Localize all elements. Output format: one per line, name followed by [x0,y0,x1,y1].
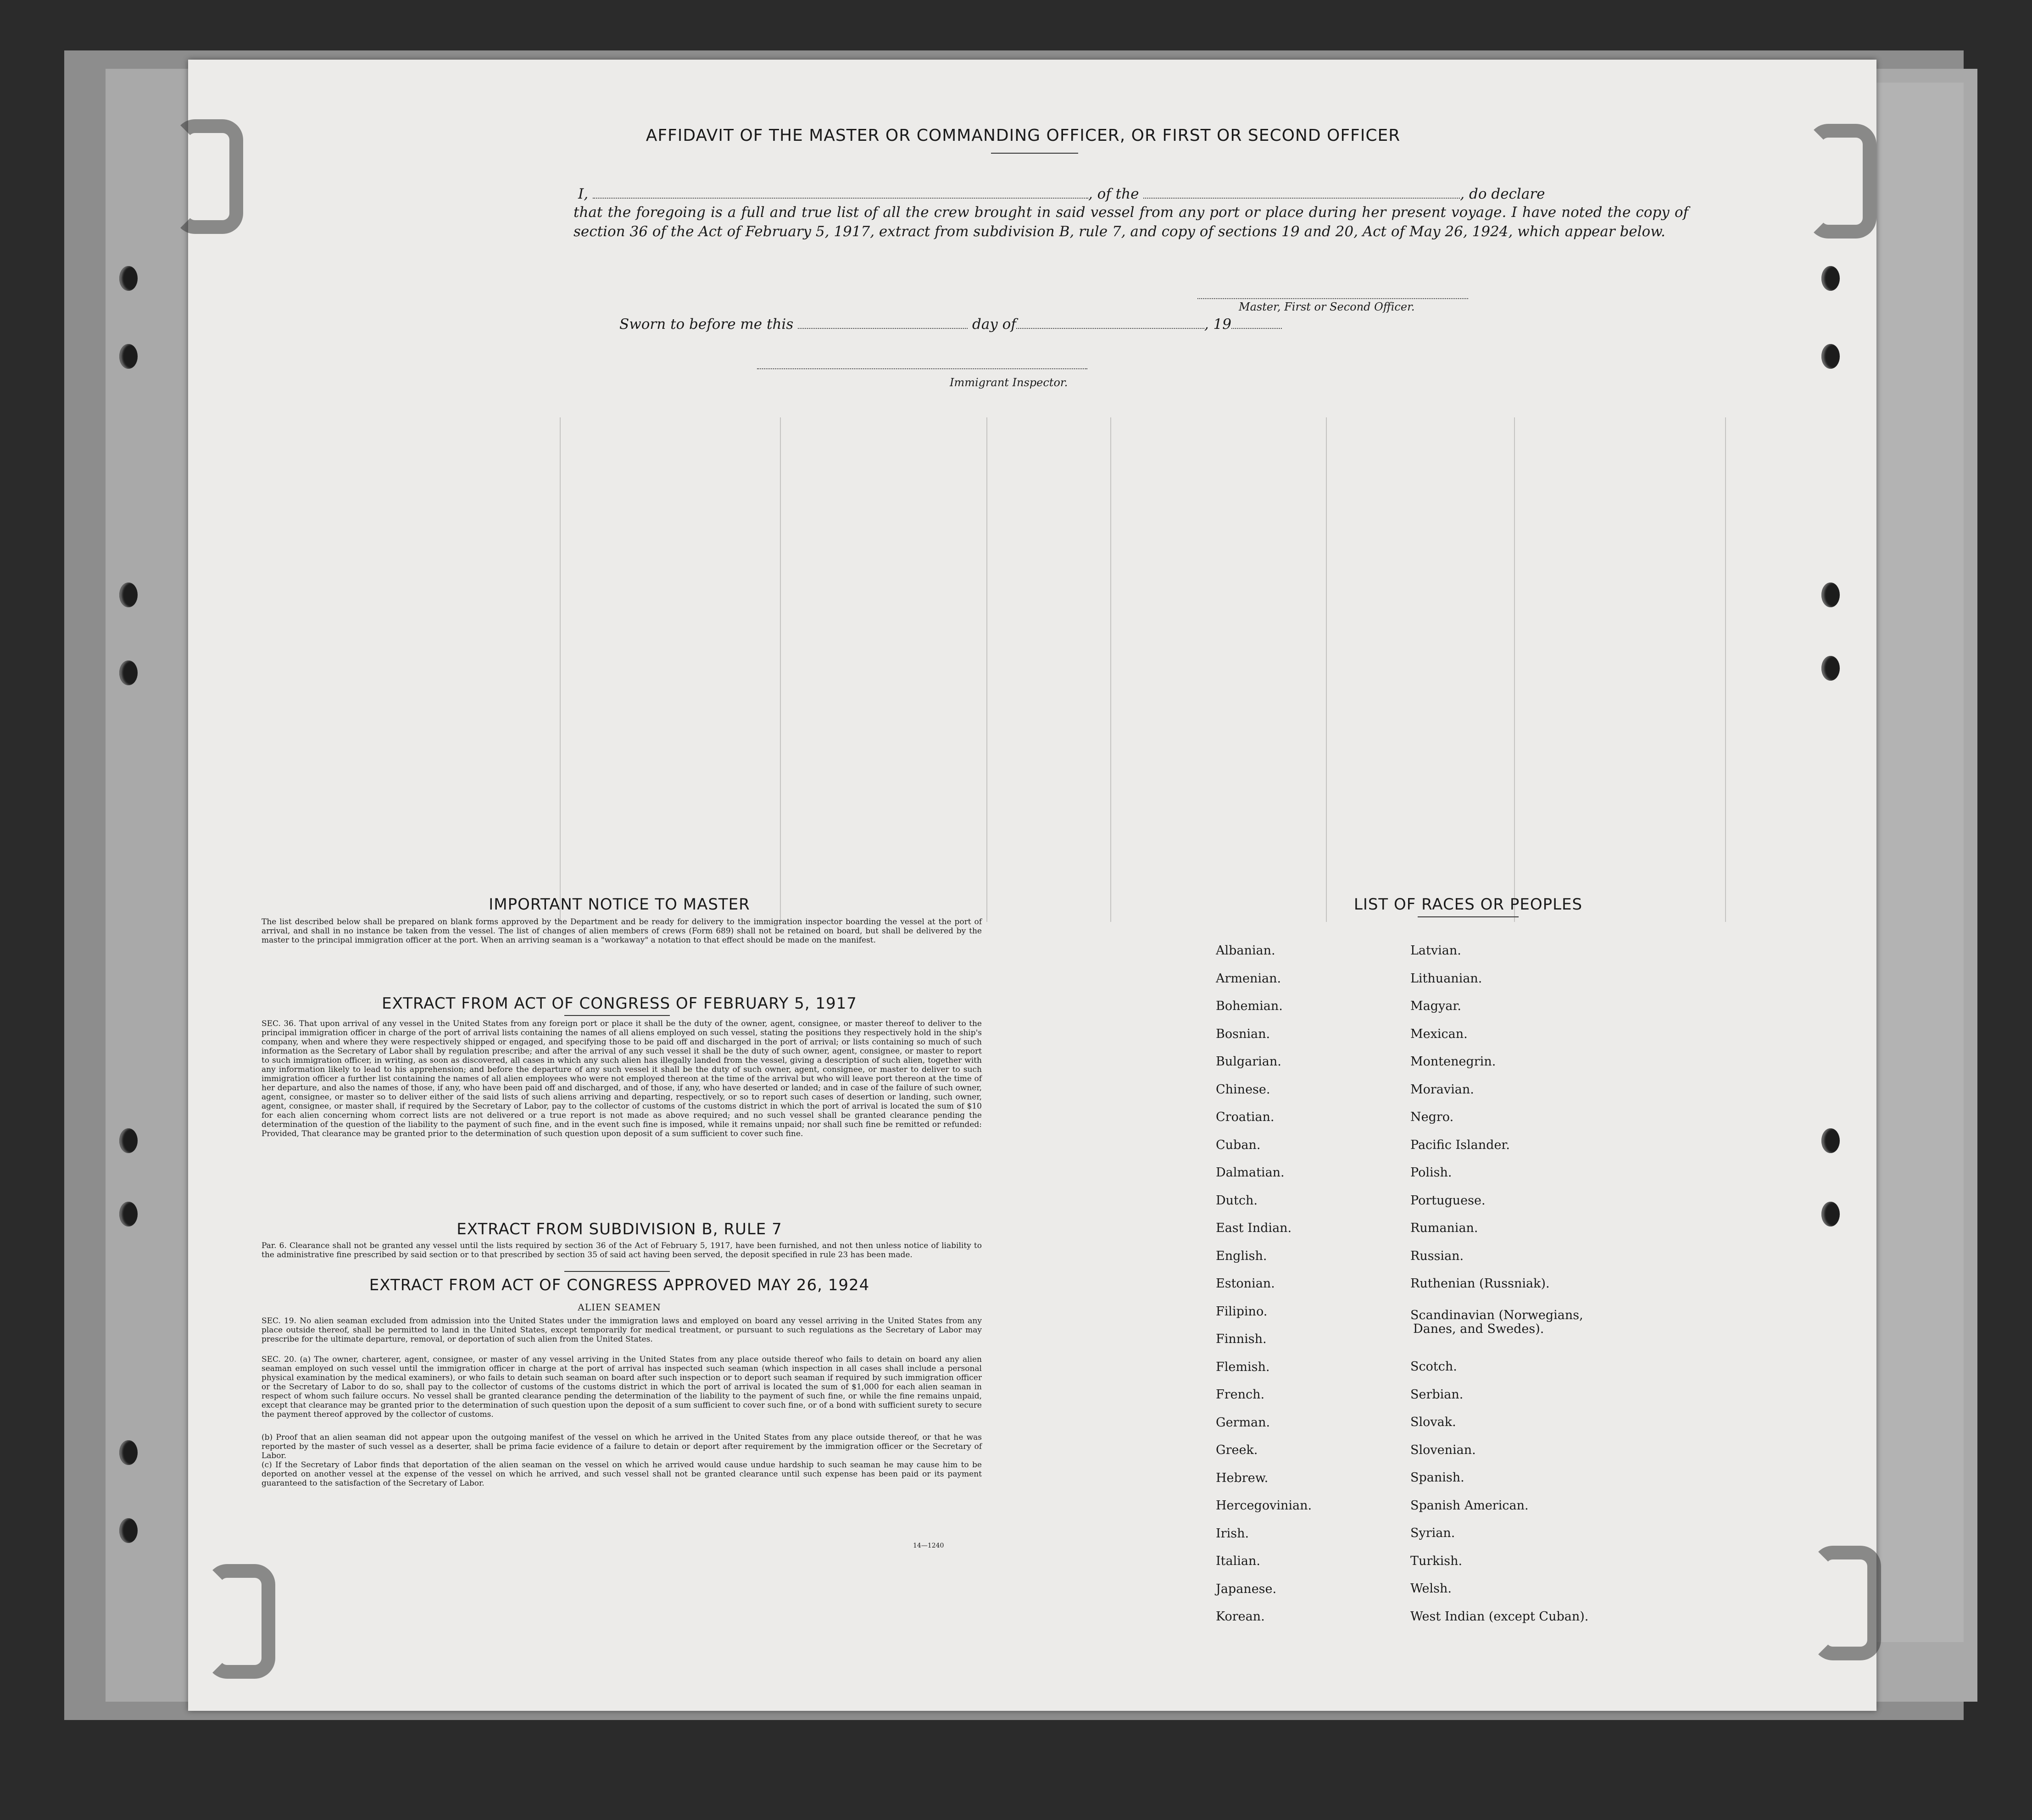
affidavit-title: AFFIDAVIT OF THE MASTER OR COMMANDING OFFICER, OR FIRST OR SECOND OFFICER [646,126,1401,145]
race-item: Korean. [1216,1609,1265,1624]
race-item: French. [1216,1387,1265,1402]
race-item: Russian. [1410,1248,1464,1263]
race-item: West Indian (except Cuban). [1410,1609,1589,1624]
extract-1924-title: EXTRACT FROM ACT OF CONGRESS APPROVED MAY 26, 1924 [369,1276,870,1294]
bleed-through-line [1110,417,1111,922]
race-item: Latvian. [1410,943,1461,958]
race-item: Spanish American. [1410,1498,1529,1513]
stamp-mark [174,119,243,234]
sworn-month-blank [1016,317,1204,329]
declaration-of-the: , of the [1088,186,1139,202]
sworn-year: , 19 [1204,316,1231,333]
sworn-day-blank [798,317,968,329]
race-item: Slovak. [1410,1415,1456,1429]
affidavit-declaration-line [578,184,1688,204]
extract-rule7-underline [564,1271,670,1272]
affidavit-body: that the foregoing is a full and true list of all the crew brought in said vessel from any port or place during her present voyage. I have noted the copy of section 36 of the Act of February 5, 1917, extract from subdivision B, rule 7, and copy of sections 19 and 20, Act of May 26, 1924, which appear below. [573,204,1688,240]
race-item: Bosnian. [1216,1027,1270,1041]
master-signature-line [1197,298,1468,299]
race-item: Mexican. [1410,1027,1468,1041]
race-item: Estonian. [1216,1276,1275,1291]
binder-hole [1821,1128,1840,1153]
extract-1924-sec20c: (c) If the Secretary of Labor finds that deportation of the alien seaman on the vessel on which he arrived would cause undue hardship to such seaman he may cause him to be deported on another vessel at the expense of the vessel on which he arrived, and such vessel shall not be granted clearance until such expense has been paid or its payment guaranteed to the satisfaction of the Secretary of Labor. [262,1460,982,1488]
bleed-through-line [560,417,561,922]
race-item: English. [1216,1248,1267,1263]
bleed-through-line [1725,417,1726,922]
race-item: Portuguese. [1410,1193,1486,1208]
stamp-mark [1808,124,1876,239]
binder-hole [119,660,138,685]
race-item: Syrian. [1410,1526,1455,1540]
extract-1924-sec20b: (b) Proof that an alien seaman did not appear upon the outgoing manifest of the vessel on which he arrived in the United States from any place outside thereof, or that he was reported by the master of such vessel as a deserter, shall be prima facie evidence of a failure to detain or deport after requirement by the immigration officer or the Secretary of Labor. [262,1433,982,1460]
race-item: Ruthenian (Russniak). [1410,1276,1550,1291]
binder-hole [119,1128,138,1153]
race-item: Spanish. [1410,1470,1464,1485]
binder-hole [1821,344,1840,369]
race-item: Magyar. [1410,999,1461,1013]
race-item: Greek. [1216,1443,1258,1457]
extract-1924-sec19: SEC. 19. No alien seaman excluded from admission into the United States under the immigration laws and employed on board any vessel arriving in the United States from any place outside thereof, shall be permitted to land in the United States, except temporarily for medical treatment, or pursuant to such regulations as the Secretary of Labor may prescribe for the ultimate departure, removal, or deportation of such alien from the United States. [262,1316,982,1344]
race-item: Danes, and Swedes). [1413,1321,1544,1336]
race-item: Flemish. [1216,1359,1270,1374]
race-item: Moravian. [1410,1082,1474,1097]
race-item: Rumanian. [1410,1221,1478,1235]
race-item: Italian. [1216,1554,1260,1568]
race-item: Bohemian. [1216,999,1283,1013]
binder-hole [119,266,138,291]
race-item: Finnish. [1216,1332,1267,1346]
vessel-blank [1143,187,1460,199]
binder-hole [1821,656,1840,681]
extract-1917-underline [564,1015,670,1016]
extract-1917-body: SEC. 36. That upon arrival of any vessel in the United States from any foreign port or place it shall be the duty of the owner, agent, consignee, or master thereof to deliver to the principal immigration officer in charge of the port of arrival lists containing the names of all aliens employed on such vessel, stating the positions they respectively hold in the ship's company, when and where they were respectively shipped or engaged, and specifying those to be paid off and discharged in the port of arrival; or lists containing so much of such information as the Secretary of Labor shall by regulation prescribe; and after the arrival of any such vessel it shall be the duty of such owner, agent, consignee, or master to report to such immigration officer, in writing, as soon as discovered, all cases in which any such alien has illegally landed from the vessel, giving a description of such alien, together with any information likely to lead to his apprehension; and before the departure of any such vessel it shall be the duty of such owner, agent, consignee, or master to deliver to such immigration officer a further list containing the names of all alien employees who were not employed thereon at the time of the arrival but who will leave port thereon at the time of her departure, and also the names of those, if any, who have been paid off and discharged, and of those, if any, who have deserted or landed; and in case of the failure of such owner, agent, consignee, or master so to deliver either of the said lists of such aliens arriving and departing, respectively, or so to report such cases of desertion or landing, such owner, agent, consignee, or master shall, if required by the Secretary of Labor, pay to the collector of customs of the customs district in which the port of arrival is located the sum of $10 for each alien concerning whom correct lists are not delivered or a true report is not made as above required; and no such vessel shall be granted clearance pending the determination of the question of the liability to the payment of such fine, and in the event such fine is imposed, while it remains unpaid; nor shall such fine be remitted or refunded: Provided, That clearance may be granted prior to the determination of such question upon deposit of a sum sufficient to cover such fine. [262,1019,982,1138]
race-item: Japanese. [1216,1581,1277,1596]
race-item: Hebrew. [1216,1470,1269,1485]
race-item: Dutch. [1216,1193,1258,1208]
extract-rule7-title: EXTRACT FROM SUBDIVISION B, RULE 7 [457,1220,782,1238]
binder-hole [119,344,138,369]
sworn-year-blank [1231,317,1282,329]
extract-1917-title: EXTRACT FROM ACT OF CONGRESS OF FEBRUARY 5, 1917 [382,994,857,1013]
race-item: Scandinavian (Norwegians, [1410,1308,1583,1322]
stamp-mark [1812,1546,1881,1660]
race-item: Scotch. [1410,1359,1457,1374]
race-item: Hercegovinian. [1216,1498,1312,1513]
race-item: Dalmatian. [1216,1165,1285,1180]
inspector-signature-label: Immigrant Inspector. [950,376,1068,389]
binder-hole [119,1518,138,1543]
declaration-do-declare: , do declare [1460,186,1545,202]
title-underline [991,153,1078,154]
extract-1924-subtitle: ALIEN SEAMEN [578,1302,661,1313]
master-signature-label: Master, First or Second Officer. [1239,300,1415,313]
sworn-day-of: day of [972,316,1016,333]
sworn-line [619,315,1282,334]
race-item: Pacific Islander. [1410,1138,1510,1152]
binder-hole [1821,1202,1840,1226]
notice-body: The list described below shall be prepared on blank forms approved by the Department and be ready for delivery to the immigration inspector boarding the vessel at the port of arrival, and shall in no instance be taken from the vessel. The list of changes of alien members of crews (Form 689) shall not be retained on board, but shall be delivered by the master to the principal immigration officer at the port. When an arriving seaman is a "workaway" a notation to that effect should be made on the manifest. [262,917,982,945]
notice-title: IMPORTANT NOTICE TO MASTER [489,895,750,914]
binder-hole [119,1202,138,1226]
bleed-through-line [986,417,987,922]
race-item: Filipino. [1216,1304,1268,1319]
race-item: Serbian. [1410,1387,1464,1402]
bleed-through-line [1326,417,1327,922]
bleed-through-line [780,417,781,922]
race-item: Albanian. [1216,943,1275,958]
race-item: German. [1216,1415,1270,1430]
form-number: 14—1240 [913,1542,944,1549]
race-item: Cuban. [1216,1138,1261,1152]
binder-hole [1821,266,1840,291]
binder-hole [119,583,138,607]
name-blank [593,187,1088,199]
race-item: Montenegrin. [1410,1054,1496,1069]
stamp-mark [206,1564,275,1679]
race-item: East Indian. [1216,1221,1292,1235]
race-item: Irish. [1216,1526,1249,1541]
bleed-through-line [1514,417,1515,922]
document-page [188,60,1876,1711]
inspector-signature-line [757,368,1087,369]
race-item: Armenian. [1216,971,1281,986]
binder-hole [1821,583,1840,607]
race-item: Negro. [1410,1110,1454,1124]
extract-rule7-body: Par. 6. Clearance shall not be granted any vessel until the lists required by section 36 of the Act of February 5, 1917, have been furnished, and not then unless notice of liability to the administrative fine prescribed by said section or to that prescribed by section 35 of said act having been served, the deposit specified in rule 23 has been made. [262,1241,982,1260]
declaration-i: I, [578,186,589,202]
race-item: Polish. [1410,1165,1452,1180]
races-title: LIST OF RACES OR PEOPLES [1353,895,1583,914]
extract-1924-sec20a: SEC. 20. (a) The owner, charterer, agent, consignee, or master of any vessel arriving in the United States from any place outside thereof who fails to detain on board any alien seaman employed on such vessel until the immigration officer in charge at the port of arrival has inspected such seaman (which inspection in all cases shall include a personal physical examination by the medical examiners), or who fails to detain such seaman on board after such inspection or to deport such seaman if required by such immigration officer or the Secretary of Labor to do so, shall pay to the collector of customs of the customs district in which the port of arrival is located the sum of $1,000 for each alien seaman in respect of whom such failure occurs. No vessel shall be granted clearance pending the determination of the liability to the payment of such fine, or while the fine remains unpaid, except that clearance may be granted prior to the determination of such question upon the deposit of a sum sufficient to cover such fine, or of a bond with sufficient surety to secure the payment thereof approved by the collector of customs. [262,1355,982,1419]
race-item: Welsh. [1410,1581,1452,1596]
race-item: Croatian. [1216,1110,1275,1124]
binder-hole [119,1440,138,1465]
race-item: Bulgarian. [1216,1054,1281,1069]
race-item: Slovenian. [1410,1443,1476,1457]
sworn-text: Sworn to before me this [619,316,794,333]
race-item: Turkish. [1410,1554,1463,1568]
race-item: Lithuanian. [1410,971,1482,986]
race-item: Chinese. [1216,1082,1270,1097]
races-title-underline [1418,916,1519,917]
